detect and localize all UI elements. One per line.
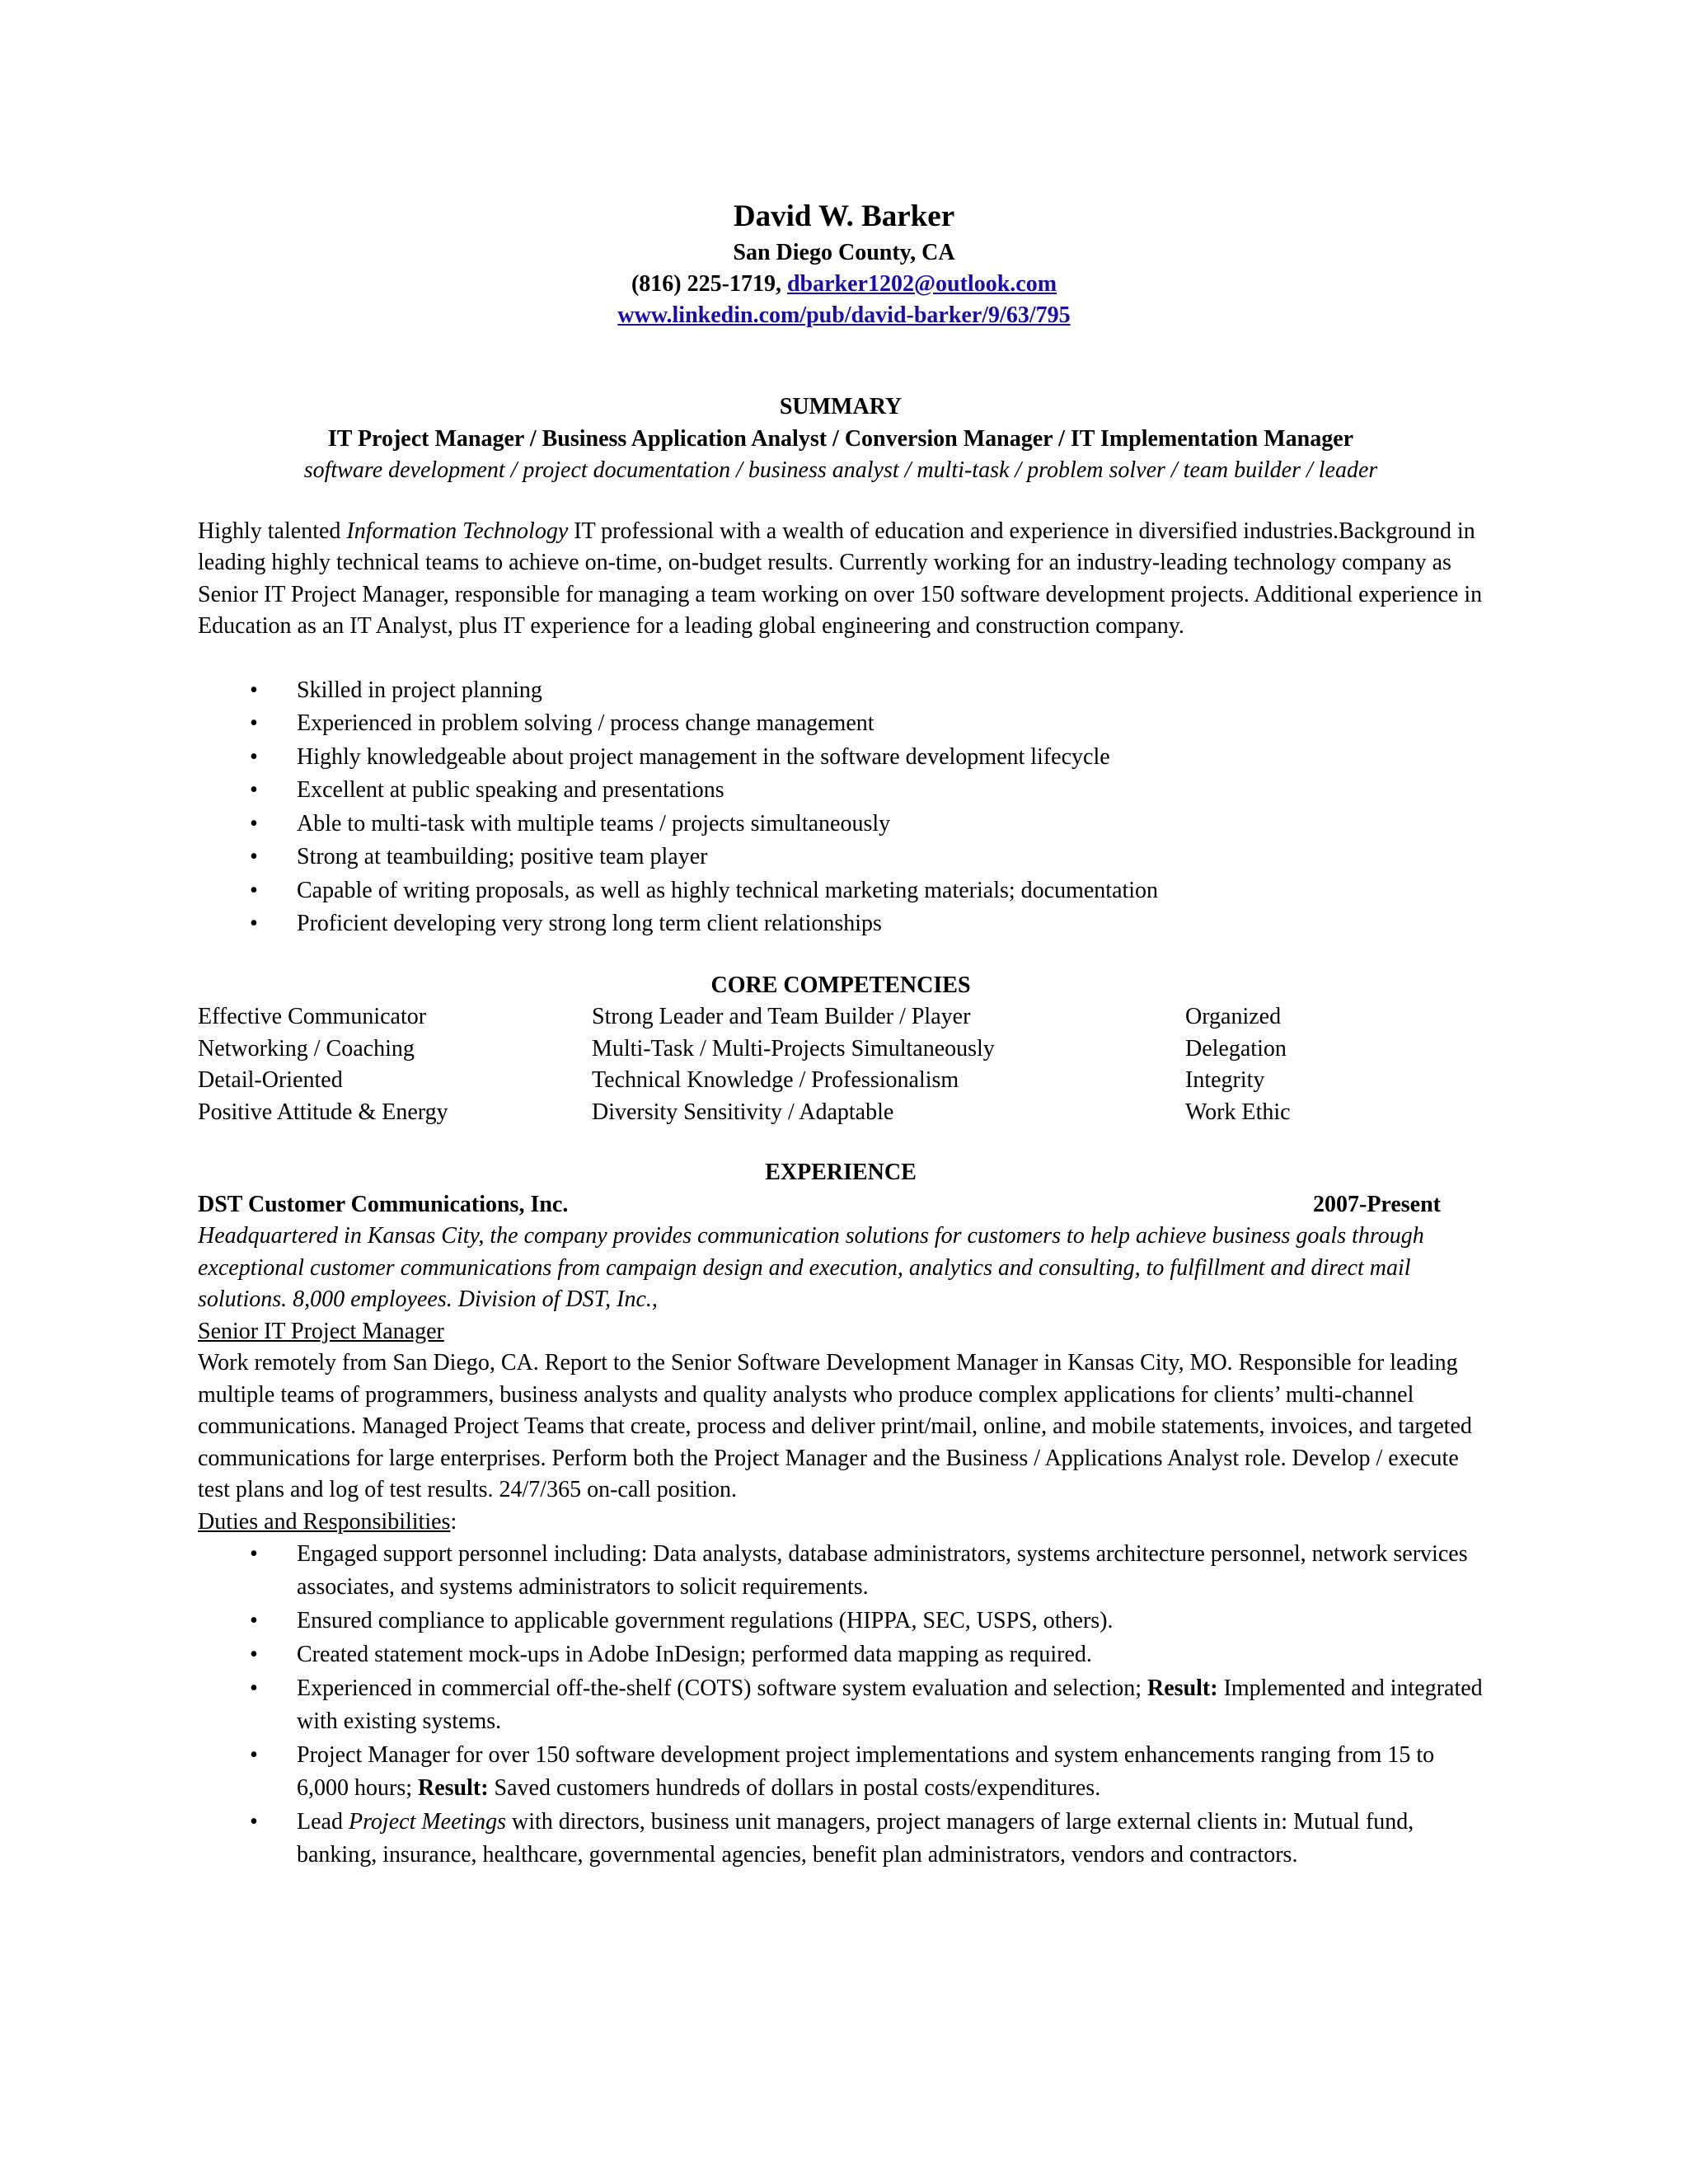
summary-para-italic: Information Technology: [346, 518, 569, 544]
bullet-text: Highly knowledgeable about project management in the software development lifecycle: [297, 743, 1110, 770]
bullet-icon: •: [250, 1541, 258, 1567]
list-item: [198, 841, 1484, 874]
list-item: [198, 1806, 1484, 1872]
employment-dates: 2007-Present: [1313, 1191, 1441, 1217]
bullet-icon: •: [250, 777, 258, 803]
duties-colon: :: [450, 1508, 457, 1535]
linkedin-link[interactable]: www.linkedin.com/pub/david-barker/9/63/795: [617, 302, 1071, 328]
company-description: Headquartered in Kansas City, the company provides communication solutions for customers to help achieve business goals through exceptional customer communications from campaign design and execution, analytics and consulting, to fulfillment and direct mail solutions. 8,000 employees. Division of DST, Inc.,: [198, 1223, 1424, 1312]
list-item: [198, 1538, 1484, 1604]
bullet-icon: •: [250, 677, 258, 703]
bullet-icon: •: [250, 1809, 258, 1835]
summary-heading: SUMMARY: [779, 394, 903, 419]
list-item: [198, 774, 1484, 808]
list-item: [198, 1672, 1484, 1738]
core-competencies-heading: CORE COMPETENCIES: [710, 972, 971, 998]
list-item: [198, 674, 1484, 708]
bullet-text: Able to multi-task with multiple teams / projects simultaneously: [297, 810, 891, 837]
list-item: [198, 707, 1484, 741]
bullet-icon: •: [250, 1675, 258, 1701]
bullet-icon: •: [250, 1742, 258, 1768]
bullet-text: Experienced in problem solving / process change management: [297, 710, 874, 736]
bullet-text: Capable of writing proposals, as well as highly technical marketing materials; documentation: [297, 877, 1159, 903]
linkedin-line: [0, 300, 1688, 331]
resume-body: [198, 391, 1484, 1872]
summary-roles: IT Project Manager / Business Application Analyst / Conversion Manager / IT Implementation Manager: [327, 425, 1354, 452]
summary-paragraph: [198, 516, 1484, 643]
duty-text: Created statement mock-ups in Adobe InDesign; performed data mapping as required.: [297, 1642, 1092, 1667]
bullet-icon: •: [250, 1642, 258, 1667]
duty-italic-text: Project Meetings: [348, 1809, 506, 1835]
duty-text: Ensured compliance to applicable government regulations (HIPPA, SEC, USPS, others).: [297, 1608, 1114, 1633]
competency-item: Networking / Coaching: [198, 1035, 415, 1062]
bullet-icon: •: [250, 743, 258, 770]
competency-item: Detail-Oriented: [198, 1067, 343, 1093]
bullet-icon: •: [250, 844, 258, 869]
duties-list: [198, 1538, 1484, 1872]
competency-item: Positive Attitude & Energy: [198, 1099, 448, 1125]
bullet-text: Excellent at public speaking and presentations: [297, 777, 724, 803]
duties-label-line: [198, 1507, 1484, 1539]
job-description: Work remotely from San Diego, CA. Report to the Senior Software Development Manager in Kansas City, MO. Responsible for leading multiple teams of programmers, business analysts and quality analysts who produce complex applications for clients’ multi-channel communications. Managed Project Teams that create, process and deliver print/mail, online, and mobile statements, invoices, and targeted communications for large enterprises. Perform both the Project Manager and the Business / Applications Analyst role. Develop / execute test plans and log of test results. 24/7/365 on-call position.: [198, 1350, 1472, 1502]
competency-item: Multi-Task / Multi-Projects Simultaneously: [592, 1035, 995, 1062]
email-link[interactable]: dbarker1202@outlook.com: [786, 271, 1057, 297]
competency-item: Delegation: [1185, 1035, 1287, 1062]
competency-item: Diversity Sensitivity / Adaptable: [592, 1099, 894, 1125]
core-competencies-grid: [198, 1001, 1484, 1128]
contact-line: [0, 269, 1688, 300]
list-item: [198, 1739, 1484, 1805]
list-item: [198, 1605, 1484, 1638]
duty-text-after: with directors, business unit managers, project managers of large external clients in: Mutual fund, banking, insurance, healthcare, governmental agencies, benefit plan administrators, vendors and contractors.: [297, 1809, 1414, 1868]
competency-item: Work Ethic: [1185, 1099, 1291, 1125]
duty-text: Lead: [297, 1809, 349, 1835]
duties-label: Duties and Responsibilities: [198, 1508, 451, 1535]
competency-item: Technical Knowledge / Professionalism: [592, 1067, 959, 1093]
bullet-icon: •: [250, 911, 258, 936]
list-item: [198, 907, 1484, 941]
bullet-text: Skilled in project planning: [297, 677, 542, 703]
candidate-name: David W. Barker: [733, 199, 955, 233]
job-title: Senior IT Project Manager: [198, 1318, 444, 1344]
duty-text: Engaged support personnel including: Data analysts, database administrators, systems architecture personnel, network services associates, and systems administrators to solicit requirements.: [297, 1541, 1468, 1600]
duty-text: Project Manager for over 150 software development project implementations and system enhancements ranging from 15 to 6,000 hours;: [297, 1742, 1435, 1801]
competency-item: Integrity: [1185, 1067, 1265, 1093]
bullet-text: Strong at teambuilding; positive team player: [297, 844, 708, 869]
duty-text: Experienced in commercial off-the-shelf (COTS) software system evaluation and selection;: [297, 1675, 1148, 1701]
duty-result-text: Implemented and integrated with existing systems.: [297, 1675, 1483, 1734]
summary-skills-line: software development / project documentation / business analyst / multi-task / problem solver / team builder / leader: [303, 457, 1378, 483]
company-name: DST Customer Communications, Inc.: [198, 1191, 569, 1217]
summary-para-rest: IT professional with a wealth of education and experience in diversified industries.Background in leading highly technical teams to achieve on-time, on-budget results. Currently working for an industry-leading technology company as Senior IT Project Manager, responsible for managing a team working on over 150 software development projects. Additional experience in Education as an IT Analyst, plus IT experience for a leading global engineering and construction company.: [198, 518, 1483, 639]
competency-item: Strong Leader and Team Builder / Player: [592, 1004, 971, 1029]
company-row: [198, 1189, 1441, 1221]
list-item: [198, 741, 1484, 775]
bullet-text: Proficient developing very strong long term client relationships: [297, 911, 882, 936]
duty-result-text: Saved customers hundreds of dollars in postal costs/expenditures.: [488, 1775, 1101, 1801]
bullet-icon: •: [250, 1608, 258, 1633]
result-label: Result:: [418, 1775, 489, 1801]
list-item: [198, 874, 1484, 908]
candidate-location: San Diego County, CA: [733, 240, 955, 265]
summary-bullet-list: [198, 674, 1484, 941]
phone-number: (816) 225-1719,: [631, 271, 787, 297]
bullet-icon: •: [250, 710, 258, 736]
resume-header: [0, 196, 1688, 331]
bullet-icon: •: [250, 877, 258, 903]
competency-item: Organized: [1185, 1004, 1282, 1029]
bullet-icon: •: [250, 810, 258, 837]
list-item: [198, 1638, 1484, 1671]
list-item: [198, 808, 1484, 841]
summary-para-prefix: Highly talented: [198, 518, 347, 544]
experience-heading: EXPERIENCE: [765, 1160, 917, 1185]
competency-item: Effective Communicator: [198, 1004, 427, 1029]
result-label: Result:: [1147, 1675, 1218, 1701]
